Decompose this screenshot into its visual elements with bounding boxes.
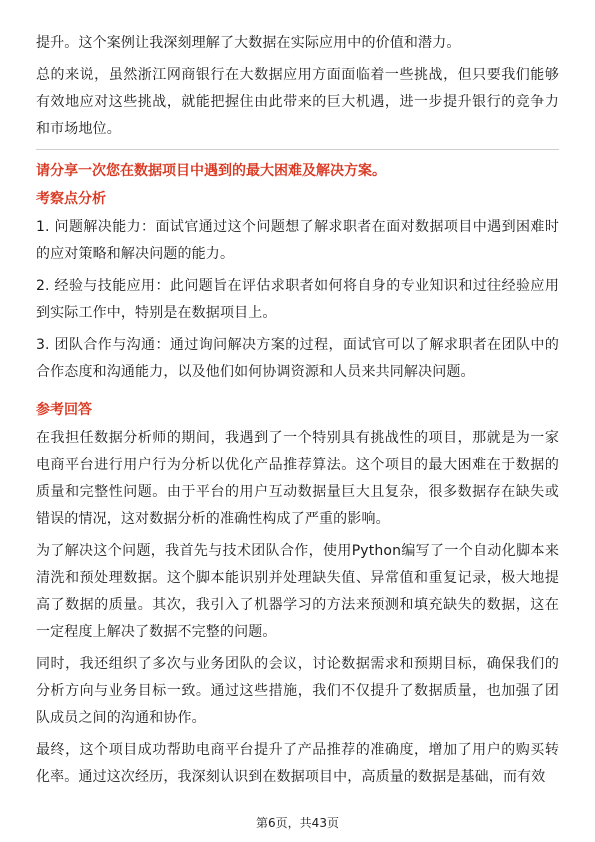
analysis-heading: 考察点分析 [36,191,106,207]
section-divider [36,149,559,150]
page-number: 第6页，共43页 [256,816,339,830]
answer-paragraph: 最终，这个项目成功帮助电商平台提升了产品推荐的准确度，增加了用户的购买转化率。通过这次经历，我深刻认识到在数据项目中，高质量的数据是基础，而有效 [36,742,559,785]
answer-paragraph: 在我担任数据分析师的期间，我遇到了一个特别具有挑战性的项目，那就是为一家电商平台进行用户行为分析以优化产品推荐算法。这个项目的最大困难在于数据的质量和完整性问题。由于平台的用户互动数据量巨大且复杂，很多数据存在缺失或错误的情况，这对数据分析的准确性构成了严重的影响。 [36,430,559,527]
answer-heading: 参考回答 [36,402,92,418]
answer-paragraph: 同时，我还组织了多次与业务团队的会议，讨论数据需求和预期目标，确保我们的分析方向与业务目标一致。通过这些措施，我们不仅提升了数据质量，也加强了团队成员之间的沟通和协作。 [36,656,559,726]
analysis-item: 3. 团队合作与沟通：通过询问解决方案的过程，面试官可以了解求职者在团队中的合作态度和沟通能力，以及他们如何协调资源和人员来共同解决问题。 [36,337,559,380]
analysis-item: 2. 经验与技能应用：此问题旨在评估求职者如何将自身的专业知识和过往经验应用到实际工作中，特别是在数据项目上。 [36,278,559,321]
question-title: 请分享一次您在数据项目中遇到的最大困难及解决方案。 [36,163,386,179]
analysis-item: 1. 问题解决能力：面试官通过这个问题想了解求职者在面对数据项目中遇到困难时的应对策略和解决问题的能力。 [36,219,559,262]
intro-paragraph: 提升。这个案例让我深刻理解了大数据在实际应用中的价值和潜力。 [36,35,461,51]
answer-paragraph: 为了解决这个问题，我首先与技术团队合作，使用Python编写了一个自动化脚本来清洗和预处理数据。这个脚本能识别并处理缺失值、异常值和重复记录，极大地提高了数据的质量。其次，我引入了机器学习的方法来预测和填充缺失的数据，这在一定程度上解决了数据不完整的问题。 [36,543,559,640]
intro-paragraph: 总的来说，虽然浙江网商银行在大数据应用方面面临着一些挑战，但只要我们能够有效地应对这些挑战，就能把握住由此带来的巨大机遇，进一步提升银行的竞争力和市场地位。 [36,67,559,137]
document-page [36,30,559,796]
